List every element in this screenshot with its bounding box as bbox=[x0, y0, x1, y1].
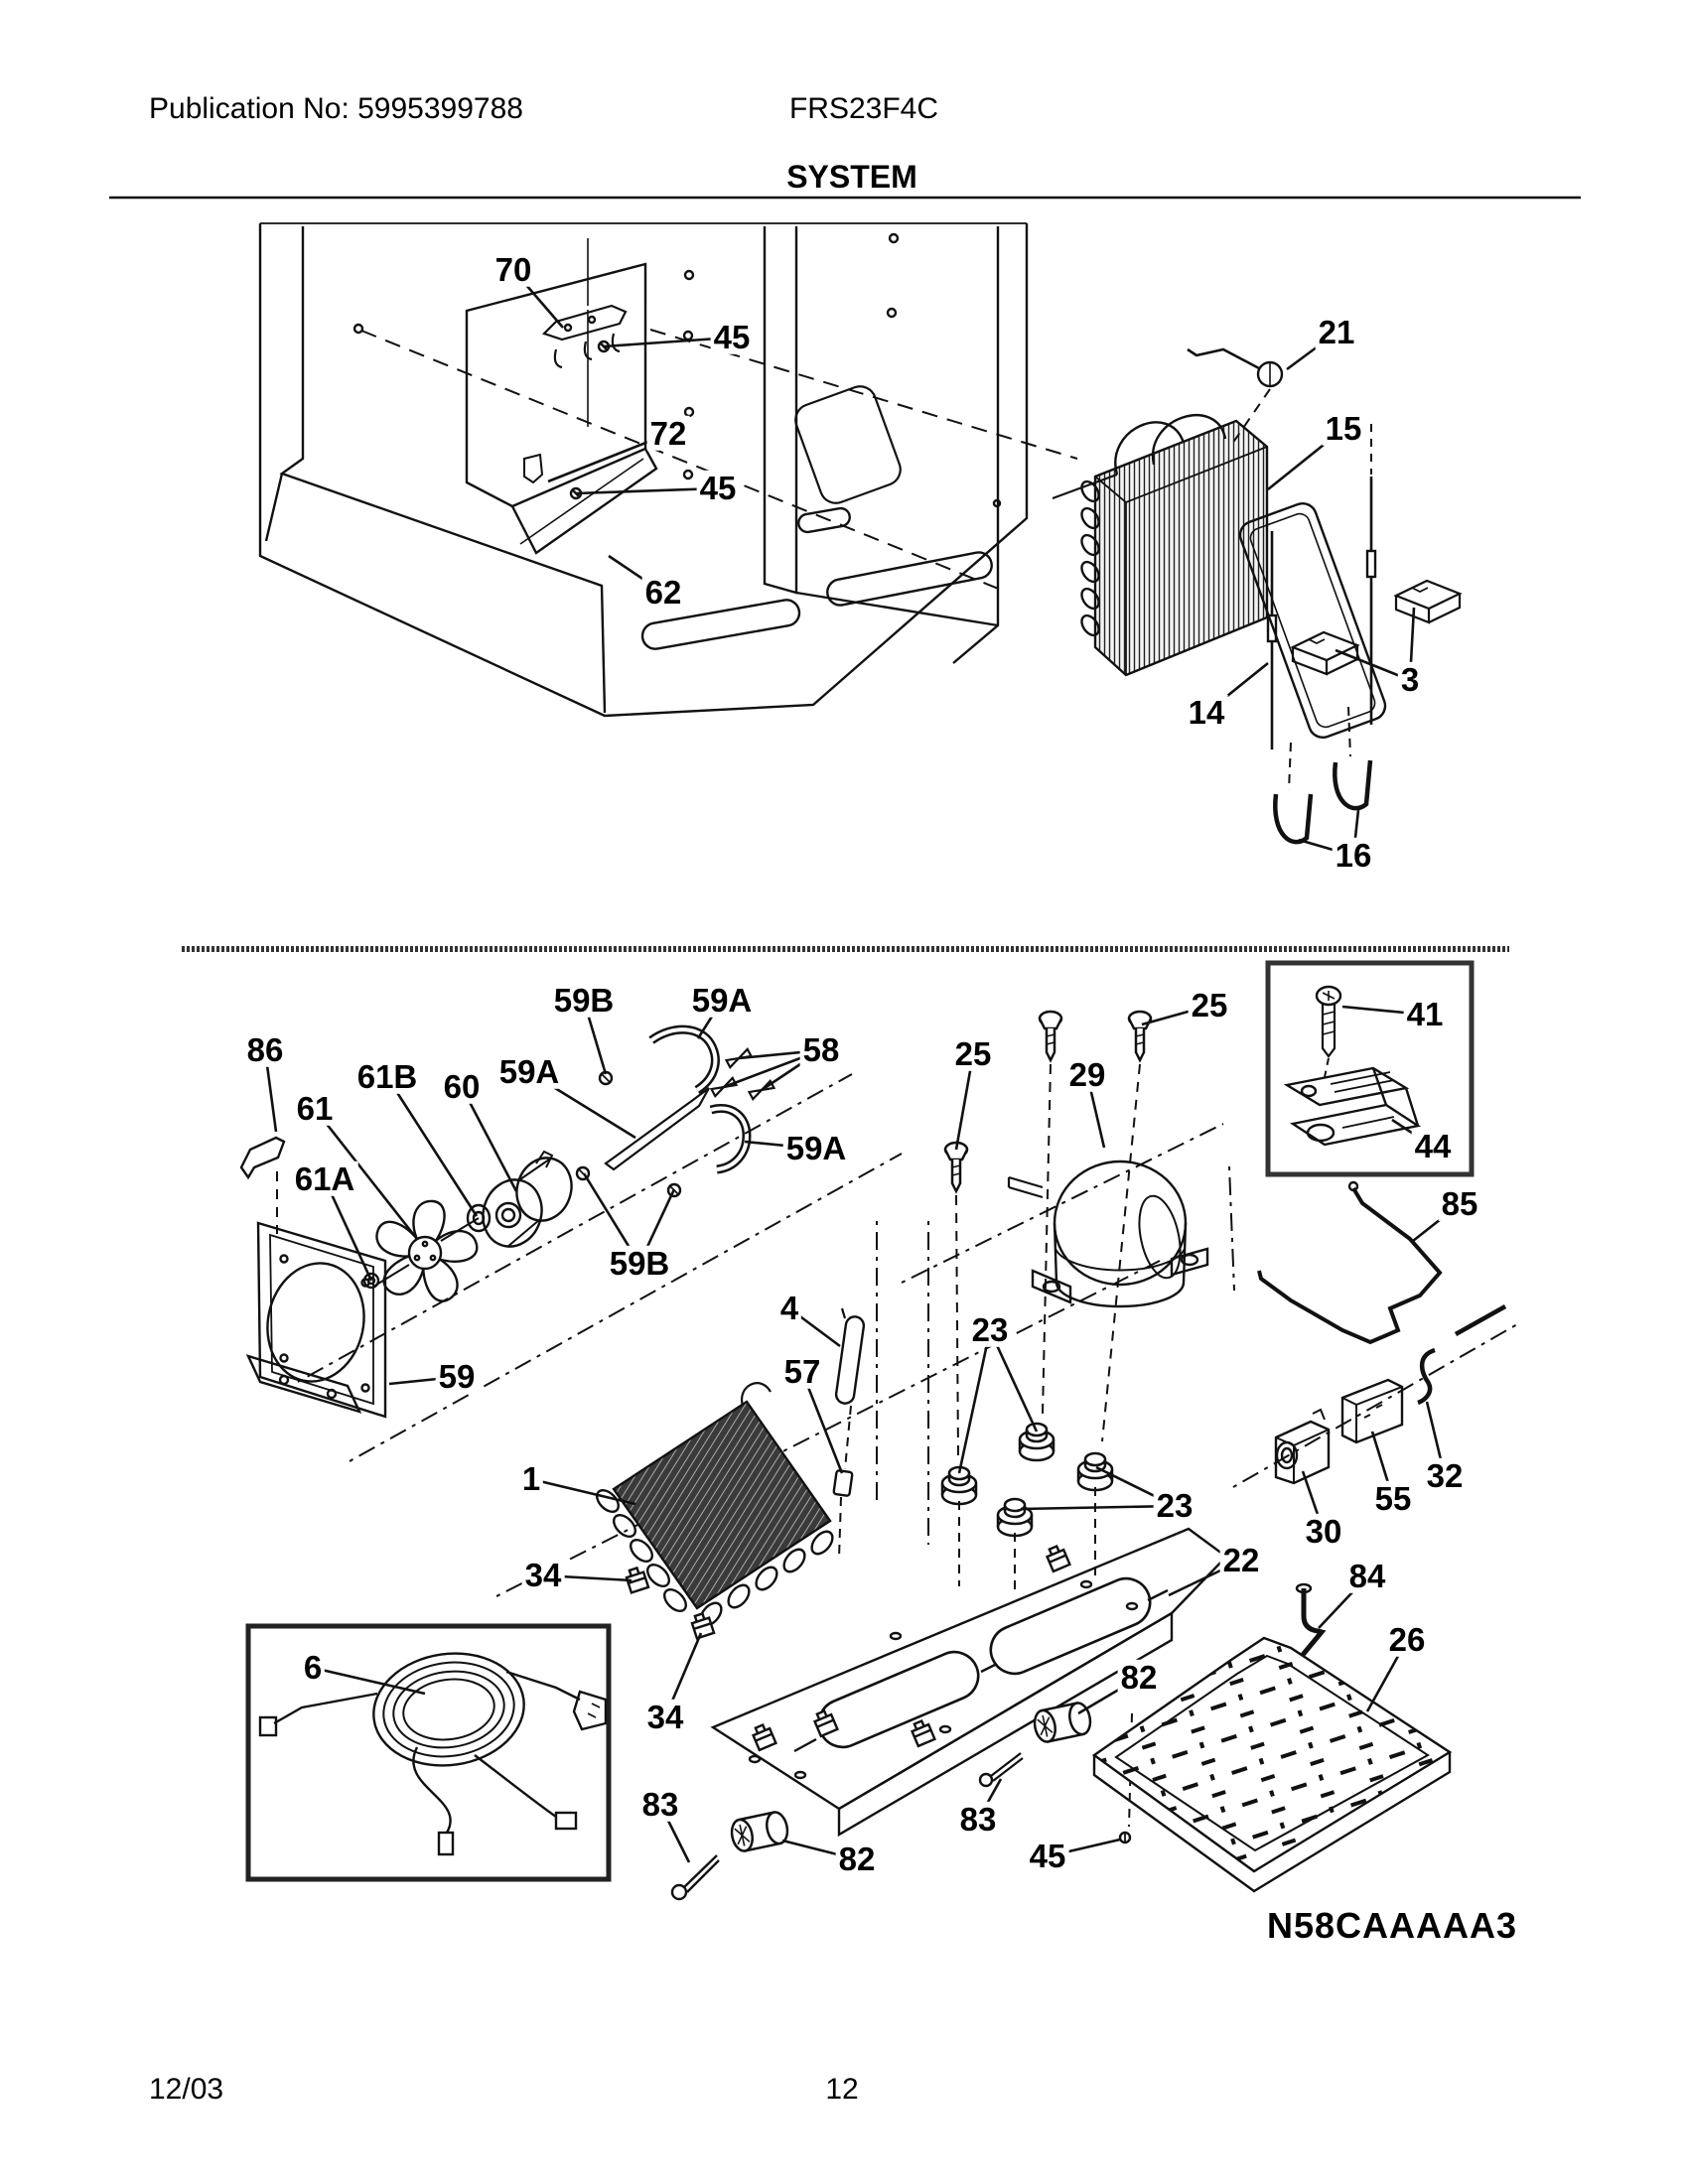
part-callout-4: 4 bbox=[777, 1291, 801, 1325]
part-callout-25: 25 bbox=[1189, 988, 1231, 1023]
part-callout-26: 26 bbox=[1386, 1622, 1429, 1657]
part-callout-21: 21 bbox=[1316, 315, 1358, 349]
section-title: SYSTEM bbox=[786, 159, 917, 195]
part-callout-22: 22 bbox=[1220, 1543, 1263, 1577]
part-callout-34: 34 bbox=[644, 1700, 687, 1734]
part-callout-34: 34 bbox=[522, 1558, 565, 1592]
part-callout-45: 45 bbox=[697, 471, 740, 505]
part-callout-82: 82 bbox=[836, 1842, 879, 1876]
part-callout-62: 62 bbox=[642, 575, 685, 610]
part-callout-85: 85 bbox=[1439, 1186, 1481, 1221]
part-callout-61: 61 bbox=[294, 1091, 337, 1126]
part-callout-86: 86 bbox=[244, 1032, 287, 1067]
part-callout-59A: 59A bbox=[783, 1131, 850, 1165]
part-callout-29: 29 bbox=[1066, 1057, 1109, 1092]
part-callout-57: 57 bbox=[781, 1354, 824, 1389]
part-callout-59A: 59A bbox=[496, 1054, 563, 1089]
part-callout-1: 1 bbox=[519, 1461, 543, 1496]
part-callout-30: 30 bbox=[1303, 1514, 1345, 1549]
footer-page-number: 12 bbox=[825, 2073, 859, 2106]
part-callout-25: 25 bbox=[952, 1036, 995, 1071]
part-callout-16: 16 bbox=[1333, 838, 1375, 873]
part-callout-60: 60 bbox=[441, 1069, 484, 1104]
part-callout-41: 41 bbox=[1404, 997, 1447, 1031]
part-callout-3: 3 bbox=[1398, 662, 1422, 697]
model-number: FRS23F4C bbox=[788, 92, 939, 125]
part-callout-61B: 61B bbox=[354, 1059, 421, 1094]
part-callout-72: 72 bbox=[647, 416, 690, 451]
part-callout-83: 83 bbox=[639, 1787, 682, 1822]
part-callout-15: 15 bbox=[1323, 411, 1365, 446]
part-callout-82: 82 bbox=[1118, 1660, 1161, 1695]
part-callout-58: 58 bbox=[800, 1032, 843, 1067]
part-callout-59: 59 bbox=[436, 1359, 479, 1394]
part-callout-59B: 59B bbox=[607, 1246, 673, 1281]
part-callout-55: 55 bbox=[1372, 1481, 1415, 1516]
part-callout-70: 70 bbox=[492, 252, 535, 287]
part-callout-23: 23 bbox=[1154, 1488, 1196, 1523]
part-callout-59A: 59A bbox=[689, 983, 756, 1018]
part-callout-6: 6 bbox=[301, 1650, 325, 1685]
part-callout-14: 14 bbox=[1186, 695, 1228, 730]
part-callout-45: 45 bbox=[711, 320, 754, 354]
part-callout-84: 84 bbox=[1346, 1559, 1389, 1593]
part-callout-59B: 59B bbox=[551, 983, 618, 1018]
diagram-code: N58CAAAAA3 bbox=[1266, 1905, 1518, 1946]
part-callout-83: 83 bbox=[957, 1802, 1000, 1837]
part-callout-32: 32 bbox=[1424, 1458, 1467, 1493]
part-callout-44: 44 bbox=[1412, 1129, 1455, 1163]
part-callout-61A: 61A bbox=[292, 1161, 358, 1196]
part-callout-23: 23 bbox=[969, 1312, 1012, 1347]
footer-date: 12/03 bbox=[149, 2073, 224, 2106]
publication-number: Publication No: 5995399788 bbox=[149, 92, 523, 125]
part-callout-45: 45 bbox=[1027, 1839, 1069, 1873]
